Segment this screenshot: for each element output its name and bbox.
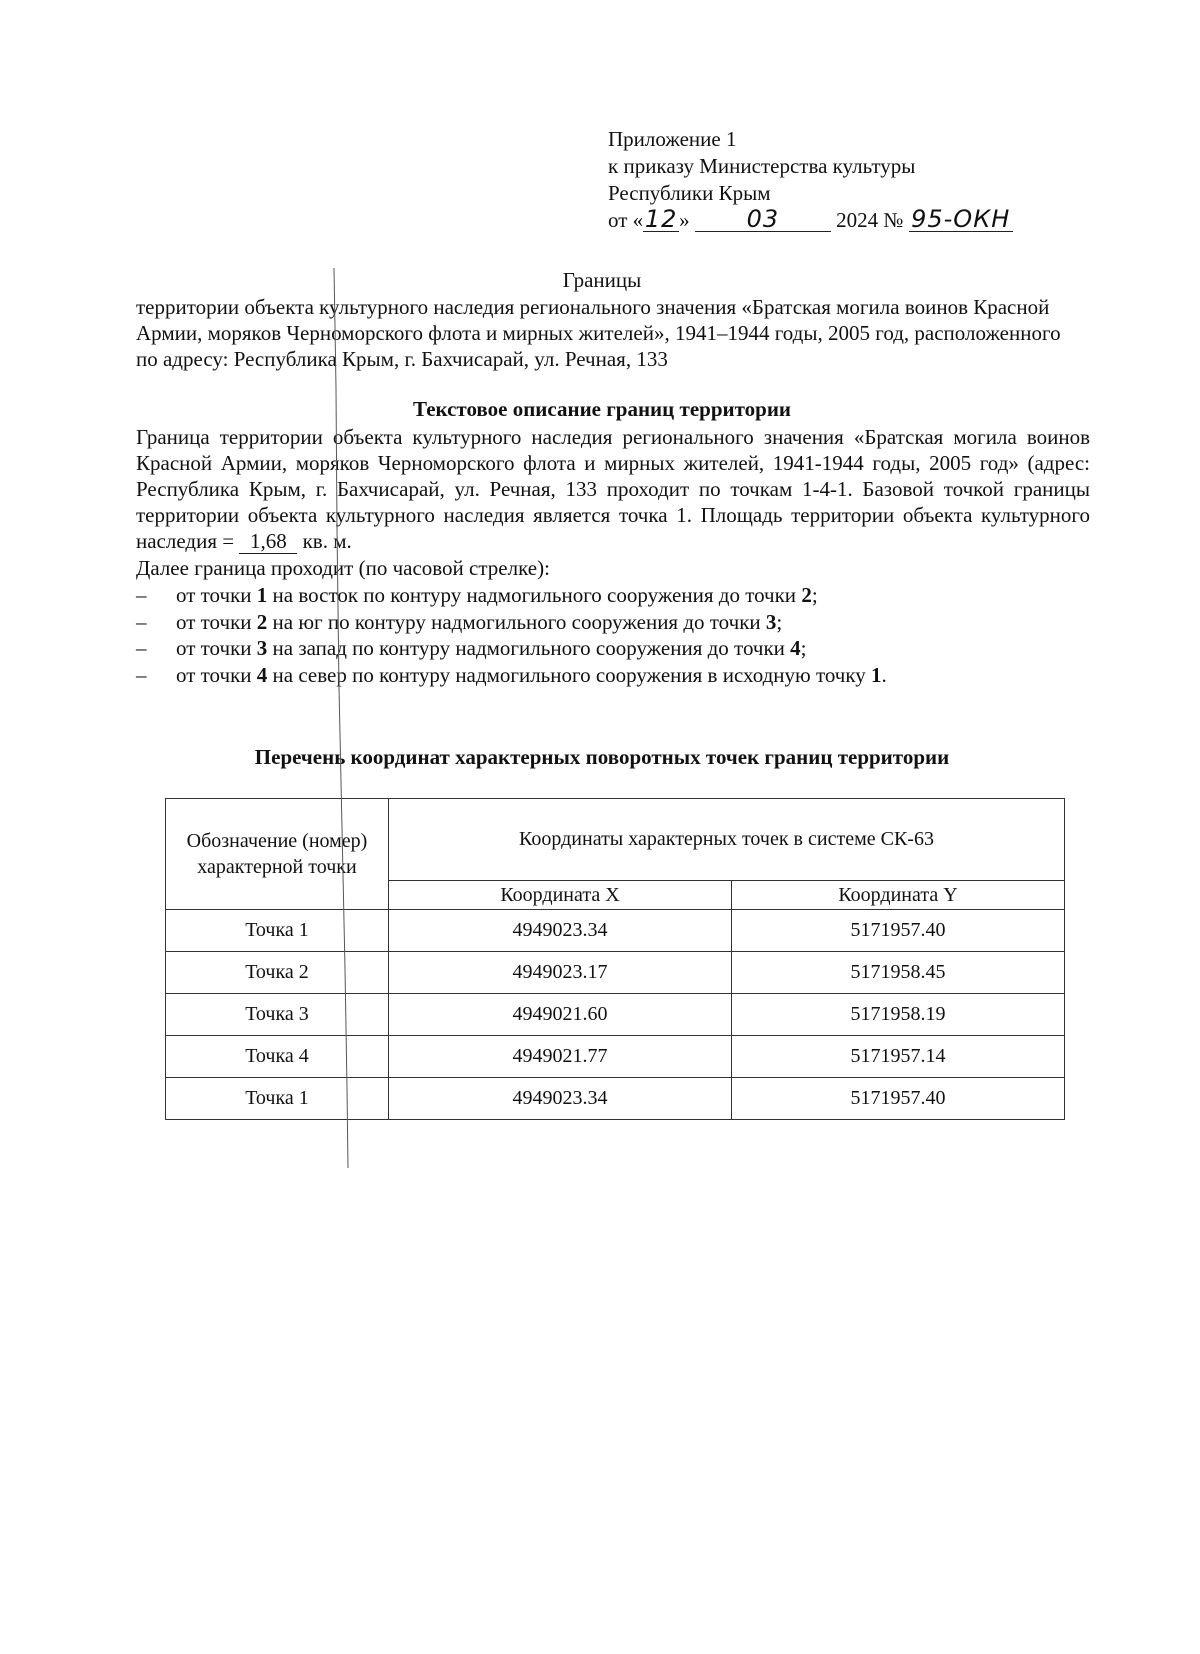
col-y-header: Координата Y [732, 881, 1065, 910]
appendix-order-ref: к приказу Министерства культуры [608, 154, 916, 178]
boundary-steps-list [136, 582, 887, 688]
bullet-dash: – [136, 609, 147, 634]
doc-description: территории объекта культурного наследия регионального значения «Братская могила воинов Красной Армии, моряков Черноморского флота и мирных жителей», 1941–1944 годы, 2005 год, расположенного по адресу: Республика Крым, г. Бахчисарай, ул. Речная, 133 [136, 295, 1061, 371]
order-number: 95-ОКН [909, 207, 1013, 232]
x-cell: 4949023.34 [389, 910, 732, 952]
coords-section-heading: Перечень координат характерных поворотных точек границ территории [254, 745, 950, 769]
point-cell: Точка 4 [166, 1036, 389, 1078]
point-cell: Точка 1 [166, 1078, 389, 1120]
bullet-dash: – [136, 636, 147, 660]
y-cell: 5171957.40 [732, 910, 1065, 952]
table-row [166, 994, 1065, 1036]
text-section-heading: Текстовое описание границ территории [412, 397, 792, 421]
point-cell: Точка 1 [166, 910, 389, 952]
area-unit: кв. м. [302, 529, 352, 553]
date-prefix: от « [608, 208, 644, 232]
point-cell: Точка 3 [166, 994, 389, 1036]
date-mid: » [679, 208, 690, 232]
boundary-description: Граница территории объекта культурного наследия регионального значения «Братская могила воинов Красной Армии, моряков Черноморского флота и мирных жителей, 1941-1944 годы, 2005 год» (адрес: Республика Крым, г. Бахчисарай, ул. Речная, 133 проходит по точкам 1-4-1. Базовой точкой границы территории объекта культурного наследия является точка 1. Площадь территории объекта культурного наследия = [136, 425, 1090, 553]
col-x-header: Координата X [389, 881, 732, 910]
list-item: – от точки 4 на север по контуру надмогильного сооружения в исходную точку 1. [136, 662, 887, 687]
list-item: – от точки 3 на запад по контуру надмогильного сооружения до точки 4; [136, 636, 807, 660]
coordinates-table [165, 798, 1065, 1120]
appendix-republic: Республики Крым [608, 181, 771, 205]
list-item: – от точки 1 на восток по контуру надмогильного сооружения до точки 2; [136, 583, 818, 607]
appendix-date-line [608, 207, 1013, 234]
table-row [166, 910, 1065, 952]
doc-heading: Границы [562, 268, 642, 292]
bullet-dash: – [136, 662, 147, 687]
list-item: – от точки 2 на юг по контуру надмогильного сооружения до точки 3; [136, 609, 783, 634]
area-value: 1,68 [239, 529, 297, 554]
col-coords-header: Координаты характерных точек в системе СК-63 [389, 799, 1065, 881]
table-row [166, 1078, 1065, 1120]
y-cell: 5171958.19 [732, 994, 1065, 1036]
scan-artifact-line [333, 268, 369, 1168]
bullet-dash: – [136, 583, 147, 607]
table-row [166, 1036, 1065, 1078]
x-cell: 4949023.17 [389, 952, 732, 994]
date-day: 12 [644, 205, 678, 233]
y-cell: 5171957.40 [732, 1078, 1065, 1120]
date-year: 2024 № [836, 208, 904, 232]
appendix-title: Приложение 1 [608, 127, 737, 151]
y-cell: 5171957.14 [732, 1036, 1065, 1078]
continuation-text: Далее граница проходит (по часовой стрелке): [136, 556, 550, 580]
x-cell: 4949023.34 [389, 1078, 732, 1120]
col-point-header: Обозначение (номер) характерной точки [166, 799, 389, 910]
appendix-block [608, 126, 1013, 234]
table-row [166, 952, 1065, 994]
point-cell: Точка 2 [166, 952, 389, 994]
text-section-paragraph [136, 424, 1090, 554]
x-cell: 4949021.60 [389, 994, 732, 1036]
y-cell: 5171958.45 [732, 952, 1065, 994]
x-cell: 4949021.77 [389, 1036, 732, 1078]
date-month: 03 [695, 207, 831, 232]
